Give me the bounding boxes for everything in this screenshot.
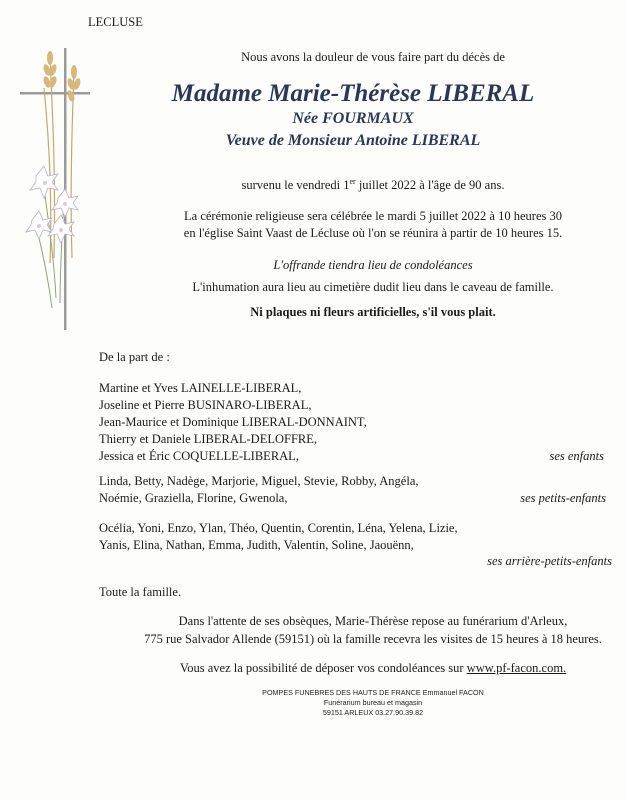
funeral-home-line-2: 775 rue Salvador Allende (59151) où la famille recevra les visites de 15 heures à 18 heures. xyxy=(144,632,602,646)
child-line: Jean-Maurice et Dominique LIBERAL-DONNAINT, xyxy=(99,415,367,429)
footer-address-phone: 59151 ARLEUX 03.27.90.39.82 xyxy=(322,708,424,717)
children-label: ses enfants xyxy=(549,449,604,463)
maiden-name: Née FOURMAUX xyxy=(292,110,414,127)
child-line: Thierry et Daniele LIBERAL-DELOFFRE, xyxy=(99,432,318,446)
intro-text: Nous avons la douleur de vous faire part du décès de xyxy=(241,50,505,64)
offering-note: L'offrande tiendra lieu de condoléances xyxy=(273,258,473,272)
ceremony-line-2: en l'église Saint Vaast de Lécluse où l'on se réunira à partir de 10 heures 15. xyxy=(183,226,563,240)
child-line: Joseline et Pierre BUSINARO-LIBERAL, xyxy=(99,398,312,412)
footer-services: Funérarium bureau et magasin xyxy=(323,698,423,707)
death-date-before: survenu le vendredi 1 xyxy=(241,178,350,193)
great-grandchildren-label: ses arrière-petits-enfants xyxy=(487,554,612,568)
great-grandchildren-line: Océlia, Yoni, Enzo, Ylan, Théo, Quentin, Corentin, Léna, Yelena, Lizie, xyxy=(99,521,458,535)
ceremony-line-1: La cérémonie religieuse sera célébrée le mardi 5 juillet 2022 à 10 heures 30 xyxy=(184,209,562,223)
condolences-link[interactable]: www.pf-facon.com. xyxy=(466,661,567,675)
burial-note: L'inhumation aura lieu au cimetière dudit lieu dans le caveau de famille. xyxy=(192,280,554,294)
town-name: LECLUSE xyxy=(88,15,143,29)
grandchildren-label: ses petits-enfants xyxy=(520,491,606,505)
footer-company: POMPES FUNEBRES DES HAUTS DE FRANCE Emmanuel FACON xyxy=(262,688,484,697)
child-line: Jessica et Éric COQUELLE-LIBERAL, xyxy=(99,449,299,463)
funeral-home-line-1: Dans l'attente de ses obsèques, Marie-Thérèse repose au funérarium d'Arleux, xyxy=(178,614,568,628)
death-date-sup: er xyxy=(349,177,356,186)
death-date-after: juillet 2022 à l'âge de 90 ans. xyxy=(355,178,505,193)
death-date xyxy=(60,177,626,193)
no-flowers-note: Ni plaques ni fleurs artificielles, s'il vous plait. xyxy=(250,305,496,319)
widow-of: Veuve de Monsieur Antoine LIBERAL xyxy=(225,132,481,149)
deceased-name: Madame Marie-Thérèse LIBERAL xyxy=(171,80,535,107)
from-label: De la part de : xyxy=(99,350,170,364)
whole-family: Toute la famille. xyxy=(99,585,182,599)
child-line: Martine et Yves LAINELLE-LIBERAL, xyxy=(99,381,302,395)
grandchildren-line: Noémie, Graziella, Florine, Gwenola, xyxy=(99,491,288,505)
great-grandchildren-line: Yanis, Elina, Nathan, Emma, Judith, Valentin, Soline, Jaouënn, xyxy=(99,538,414,552)
grandchildren-line: Linda, Betty, Nadège, Marjorie, Miguel, Stevie, Robby, Angéla, xyxy=(99,474,419,488)
condolences-text: Vous avez la possibilité de déposer vos condoléances sur xyxy=(179,661,467,675)
condolences-line xyxy=(60,661,626,676)
